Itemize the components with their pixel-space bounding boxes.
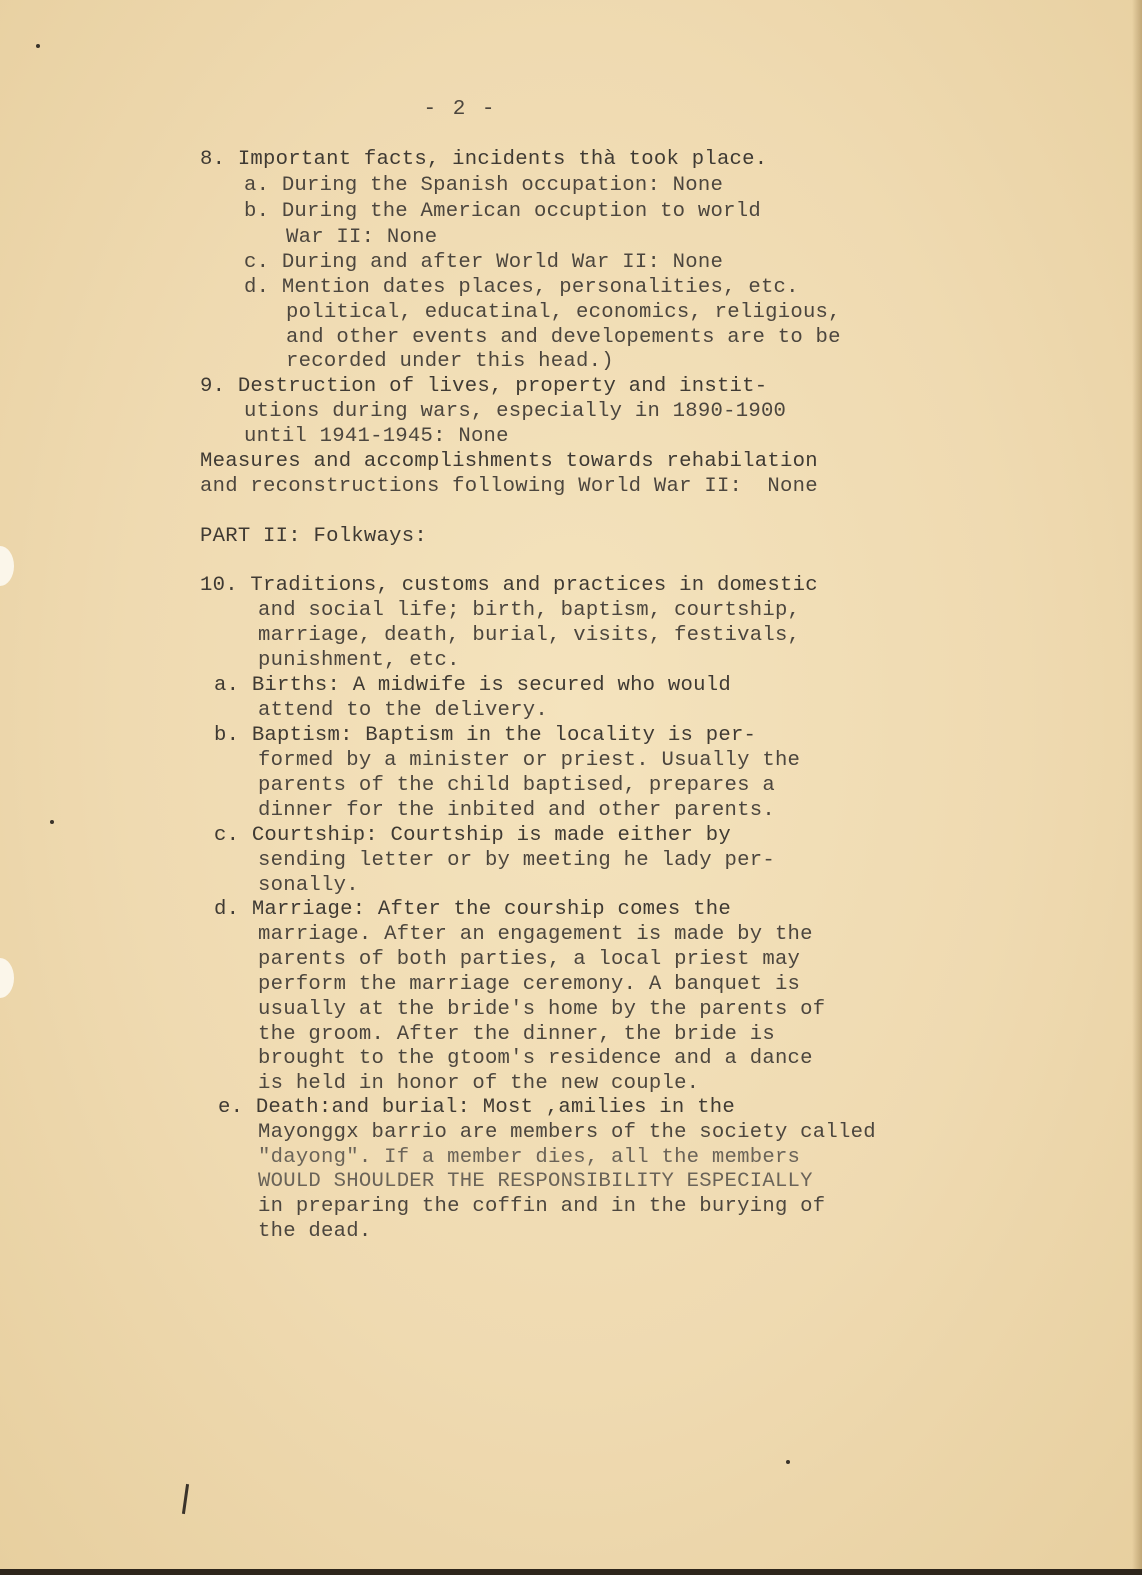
pencil-tick-mark bbox=[182, 1484, 189, 1514]
marriage-paragraph: is held in honor of the new couple. bbox=[258, 1072, 700, 1095]
section-8-item-c: c. During and after World War II: None bbox=[244, 251, 724, 274]
section-8-item-d: d. Mention dates places, personalities, etc. bbox=[244, 276, 799, 299]
marriage-paragraph: d. Marriage: After the courship comes the bbox=[214, 898, 731, 921]
courtship-paragraph: c. Courtship: Courtship is made either by bbox=[214, 824, 731, 847]
courtship-paragraph: sonally. bbox=[258, 874, 359, 897]
punch-hole bbox=[0, 958, 14, 998]
marriage-paragraph: perform the marriage ceremony. A banquet is bbox=[258, 973, 801, 996]
section-8-item-d-cont: and other events and developements are to be bbox=[286, 326, 841, 349]
ink-speck bbox=[50, 820, 54, 824]
death-burial-paragraph: e. Death:and burial: Most ,amilies in the bbox=[218, 1096, 735, 1119]
births-paragraph: a. Births: A midwife is secured who would bbox=[214, 674, 731, 697]
courtship-paragraph: sending letter or by meeting he lady per- bbox=[258, 849, 775, 872]
section-9-line: utions during wars, especially in 1890-1900 bbox=[244, 400, 787, 423]
baptism-paragraph: parents of the child baptised, prepares a bbox=[258, 774, 775, 797]
section-8-heading: 8. Important facts, incidents thà took place. bbox=[200, 148, 768, 171]
death-burial-paragraph: Mayonggx barrio are members of the society called bbox=[258, 1121, 876, 1144]
marriage-paragraph: parents of both parties, a local priest may bbox=[258, 948, 801, 971]
punch-hole bbox=[0, 546, 14, 586]
section-8-item-b: b. During the American occuption to world bbox=[244, 200, 761, 223]
death-burial-paragraph: WOULD SHOULDER THE RESPONSIBILITY ESPECIALLY bbox=[258, 1170, 813, 1193]
baptism-paragraph: dinner for the inbited and other parents. bbox=[258, 799, 775, 822]
section-8-item-d-cont: recorded under this head.) bbox=[286, 350, 614, 373]
page-number: - 2 - bbox=[423, 98, 497, 121]
part-2-heading: PART II: Folkways: bbox=[200, 525, 427, 548]
section-10-line: and social life; birth, baptism, courtship, bbox=[258, 599, 801, 622]
section-10-line: 10. Traditions, customs and practices in domestic bbox=[200, 574, 818, 597]
section-8-item-b-cont: War II: None bbox=[286, 226, 438, 249]
section-9-line: 9. Destruction of lives, property and instit- bbox=[200, 375, 768, 398]
death-burial-paragraph: "dayong". If a member dies, all the members bbox=[258, 1146, 801, 1169]
death-burial-paragraph: the dead. bbox=[258, 1220, 372, 1243]
scan-bottom-border bbox=[0, 1569, 1142, 1575]
death-burial-paragraph: in preparing the coffin and in the burying of bbox=[258, 1195, 826, 1218]
section-10-line: marriage, death, burial, visits, festivals, bbox=[258, 624, 801, 647]
ink-speck bbox=[36, 44, 40, 48]
baptism-paragraph: b. Baptism: Baptism in the locality is per- bbox=[214, 724, 757, 747]
births-paragraph: attend to the delivery. bbox=[258, 699, 548, 722]
marriage-paragraph: brought to the gtoom's residence and a dance bbox=[258, 1047, 813, 1070]
marriage-paragraph: marriage. After an engagement is made by the bbox=[258, 923, 813, 946]
measures-line: Measures and accomplishments towards rehabilation bbox=[200, 450, 818, 473]
marriage-paragraph: the groom. After the dinner, the bride is bbox=[258, 1023, 775, 1046]
section-10-line: punishment, etc. bbox=[258, 649, 460, 672]
marriage-paragraph: usually at the bride's home by the parents of bbox=[258, 998, 826, 1021]
ink-speck bbox=[786, 1460, 790, 1464]
measures-line: and reconstructions following World War II: None bbox=[200, 475, 818, 498]
paper-edge-shadow bbox=[1132, 0, 1142, 1575]
section-9-line: until 1941-1945: None bbox=[244, 425, 509, 448]
baptism-paragraph: formed by a minister or priest. Usually the bbox=[258, 749, 801, 772]
section-8-item-a: a. During the Spanish occupation: None bbox=[244, 174, 724, 197]
section-8-item-d-cont: political, educatinal, economics, religious, bbox=[286, 301, 841, 324]
